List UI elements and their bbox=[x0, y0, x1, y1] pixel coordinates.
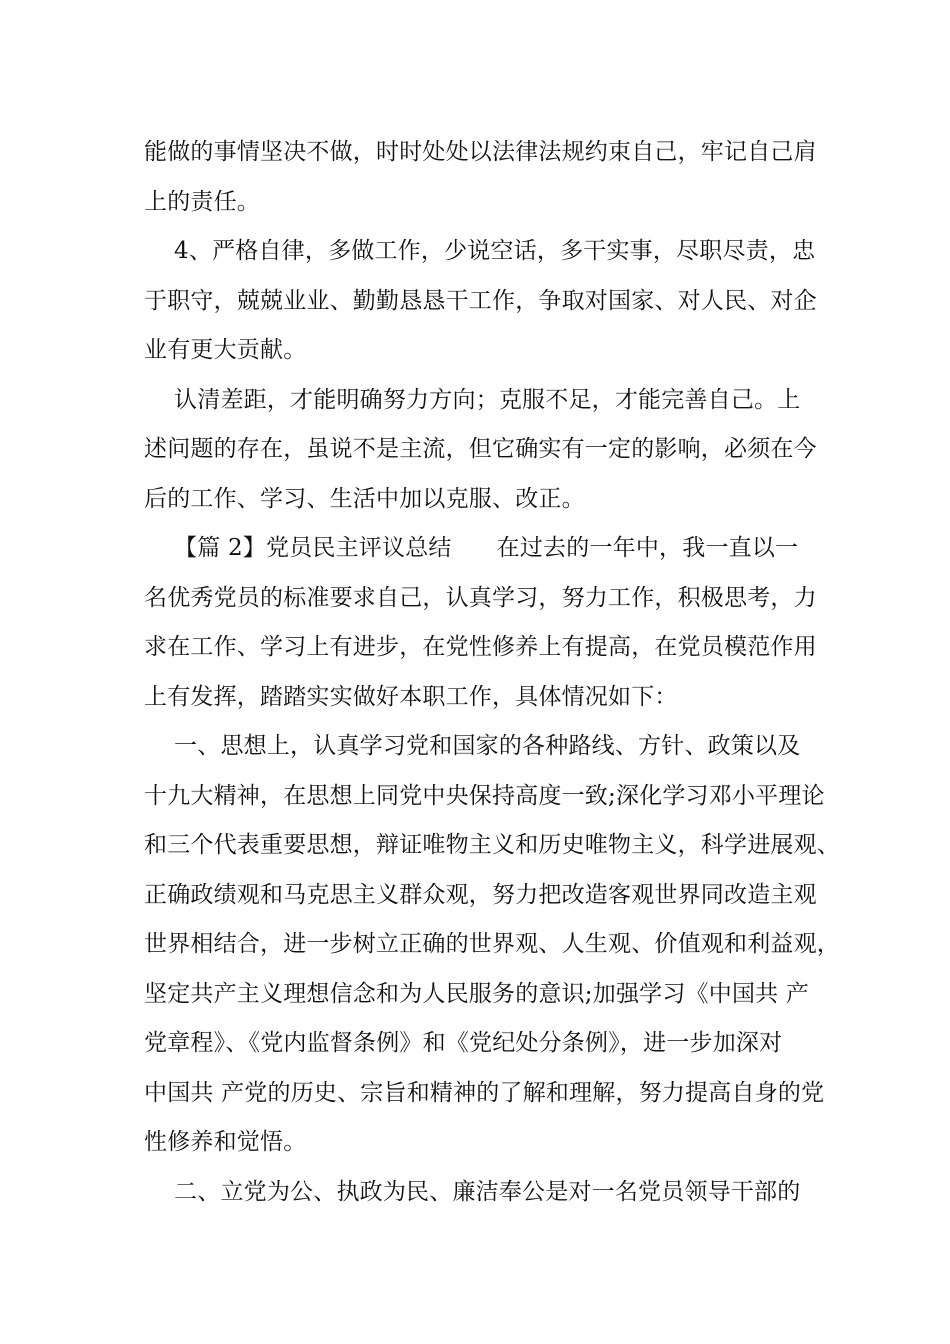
text-line: 二、立党为公、执政为民、廉洁奉公是对一名党员领导干部的 bbox=[144, 1179, 801, 1205]
text-line: 名优秀党员的标准要求自己，认真学习，努力工作，积极思考，力 bbox=[144, 585, 817, 611]
text-line: 党章程》、《党内监督条例》和《党纪处分条例》，进一步加深对 bbox=[144, 1030, 783, 1056]
text-line: 上的责任。 bbox=[144, 189, 260, 215]
text-line: 4、严格自律，多做工作，少说空话，多干实事，尽职尽责，忠 bbox=[144, 238, 816, 264]
text-line: 中国共 产党的历史、宗旨和精神的了解和理解，努力提高自身的党 bbox=[144, 1080, 825, 1106]
text-line: 十九大精神，在思想上同党中央保持高度一致;深化学习邓小平理论 bbox=[144, 783, 825, 809]
text-line: 坚定共产主义理想信念和为人民服务的意识;加强学习《中国共 产 bbox=[144, 981, 810, 1007]
text-line: 正确政绩观和马克思主义群众观，努力把改造客观世界同改造主观 bbox=[144, 882, 817, 908]
text-line: 性修养和觉悟。 bbox=[144, 1129, 307, 1155]
text-line: 述问题的存在，虽说不是主流，但它确实有一定的影响，必须在今 bbox=[144, 436, 817, 462]
text-line: 求在工作、学习上有进步，在党性修养上有提高，在党员模范作用 bbox=[144, 634, 817, 660]
text-line: 一、思想上，认真学习党和国家的各种路线、方针、政策以及 bbox=[144, 733, 801, 759]
text-line: 世界相结合，进一步树立正确的世界观、人生观、价值观和利益观， bbox=[144, 931, 840, 957]
text-line: 和三个代表重要思想，辩证唯物主义和历史唯物主义，科学进展观、 bbox=[144, 832, 840, 858]
text-line: 能做的事情坚决不做，时时处处以法律法规约束自己，牢记自己肩 bbox=[144, 139, 817, 165]
text-line: 业有更大贡献。 bbox=[144, 337, 307, 363]
text-line: 后的工作、学习、生活中加以克服、改正。 bbox=[144, 486, 585, 512]
section-heading-line: 【篇 2】党员民主评议总结 在过去的一年中，我一直以一 bbox=[144, 535, 799, 561]
text-line: 于职守，兢兢业业、勤勤恳恳干工作，争取对国家、对人民、对企 bbox=[144, 288, 817, 314]
text-line: 认清差距，才能明确努力方向；克服不足，才能完善自己。上 bbox=[144, 387, 801, 413]
text-line: 上有发挥，踏踏实实做好本职工作，具体情况如下： bbox=[144, 684, 678, 710]
